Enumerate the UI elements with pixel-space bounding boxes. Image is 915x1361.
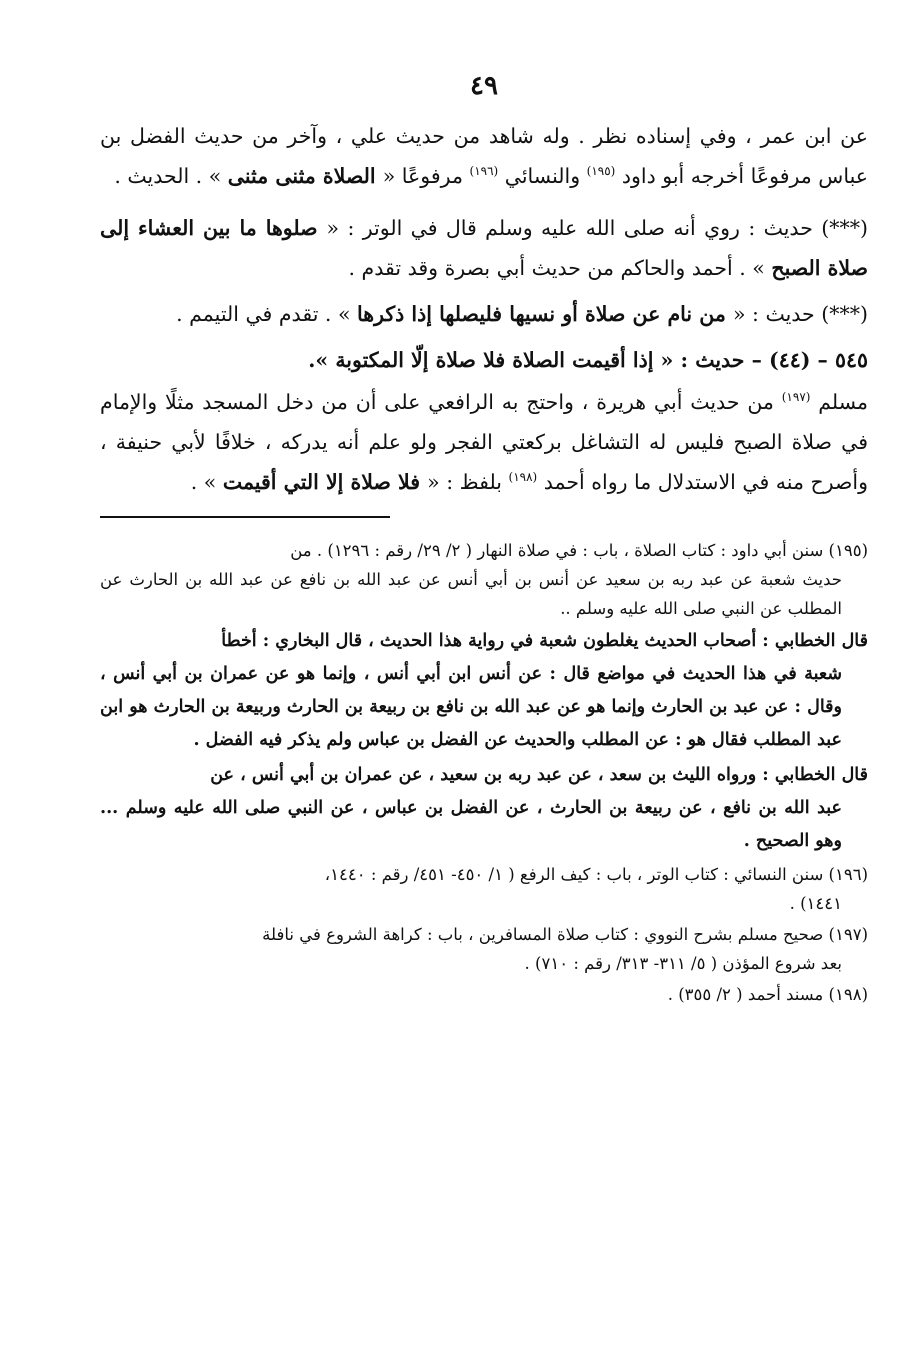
footnote-ref-197[interactable]: (١٩٧) bbox=[781, 390, 811, 405]
book-page bbox=[100, 70, 868, 1320]
text-segment: والنسائي bbox=[504, 164, 581, 188]
footnote-first-line: (١٩٧) صحيح مسلم بشرح النووي : كتاب صلاة المسافرين ، باب : كراهة الشروع في نافلة bbox=[262, 925, 868, 944]
hadith-quote: الصلاة مثنى مثنى bbox=[227, 164, 383, 188]
text-segment: (***) حديث : « bbox=[732, 302, 868, 326]
footnote-ref-196[interactable]: (١٩٦) bbox=[469, 164, 499, 179]
hadith-quote: فلا صلاة إلا التي أقيمت bbox=[222, 470, 428, 494]
footnote-first-line: (١٩٨) مسند أحمد ( ٢/ ٣٥٥) . bbox=[667, 985, 868, 1004]
text-segment: من حديث أبي هريرة ، واحتج به الرافعي على أن من دخل المسجد مثلًا والإمام في صلاة الصبح فليس له التشاغل بركعتي الفجر ولو علم أنه يدركه ، خلافًا لأبي حنيفة ، وأصرح منه في الاستدلال ما رواه أحمد bbox=[100, 390, 868, 494]
paragraph-hadith-545-commentary bbox=[100, 382, 868, 502]
footnote-ref-195[interactable]: (١٩٥) bbox=[586, 164, 616, 179]
hadith-quote: من نام عن صلاة أو نسيها فليصلها إذا ذكرها bbox=[357, 302, 733, 326]
footnote-continuation: بعد شروع المؤذن ( ٥/ ٣١١- ٣١٣/ رقم : ٧١٠) . bbox=[524, 954, 842, 973]
footnote-continuation: شعبة في هذا الحديث في مواضع قال : عن أنس ابن أبي أنس ، وإنما هو عن عمران بن أبي أنس ، وقال : عن عبد بن الحارث وإنما هو عن عبد الله بن نافع بن ربيعة بن الحارث وربيعة بن الحارث هو ابن عبد المطلب فقال هو : عن المطلب والحديث عن الفضل بن عباس ولم يذكر فيه الفضل . bbox=[100, 664, 842, 750]
page-number: ٤٩ bbox=[470, 71, 498, 101]
footnote-continuation: عبد الله بن نافع ، عن ربيعة بن الحارث ، عن الفضل بن عباس ، عن النبي صلى الله عليه وسلم ... وهو الصحيح . bbox=[100, 798, 842, 851]
text-segment: » . أحمد والحاكم من حديث أبي بصرة وقد تقدم . bbox=[348, 256, 772, 280]
footnote-197 bbox=[100, 920, 868, 978]
paragraph-hadith-continuation bbox=[100, 116, 868, 196]
footnote-khattabi-2 bbox=[100, 759, 868, 858]
text-segment: » . bbox=[190, 470, 223, 494]
footnote-continuation: ١٤٤١) . bbox=[789, 894, 842, 913]
text-segment: (***) حديث : روي أنه صلى الله عليه وسلم قال في الوتر : « bbox=[326, 216, 868, 240]
footnote-continuation: حديث شعبة عن عبد ربه بن سعيد عن أنس بن أبي أنس عن عبد الله بن نافع عن عبد الله بن الحارث عن المطلب عن النبي صلى الله عليه وسلم .. bbox=[100, 570, 842, 618]
footnote-first-line: قال الخطابي : أصحاب الحديث يغلطون شعبة في رواية هذا الحديث ، قال البخاري : أخطأ bbox=[221, 631, 868, 651]
footnote-khattabi-1 bbox=[100, 625, 868, 757]
text-segment: » . الحديث . bbox=[114, 164, 228, 188]
main-text bbox=[100, 116, 868, 502]
hadith-heading-545 bbox=[100, 340, 868, 380]
text-segment: عن ابن عمر ، وفي إسناده نظر . وله شاهد من حديث علي ، وآخر من حديث الفضل بن عباس مرفوعًا أخرجه أبو داود bbox=[100, 124, 868, 188]
footnote-198 bbox=[100, 980, 868, 1009]
footnote-ref-198[interactable]: (١٩٨) bbox=[508, 470, 538, 485]
footnote-196 bbox=[100, 860, 868, 918]
footnote-divider bbox=[100, 516, 390, 518]
footnote-first-line: (١٩٦) سنن النسائي : كتاب الوتر ، باب : كيف الرفع ( ١/ ٤٥٠- ٤٥١/ رقم : ١٤٤٠، bbox=[324, 865, 868, 884]
hadith-heading: ٥٤٥ – (٤٤) – حديث : « إذا أقيمت الصلاة فلا صلاة إلّا المكتوبة ». bbox=[308, 348, 868, 372]
paragraph-hadith-forgotten-prayer bbox=[100, 294, 868, 334]
footnote-first-line: قال الخطابي : ورواه الليث بن سعد ، عن عبد ربه بن سعيد ، عن عمران بن أبي أنس ، عن bbox=[210, 765, 868, 785]
text-segment: مرفوعًا « bbox=[382, 164, 463, 188]
footnote-195 bbox=[100, 536, 868, 623]
text-segment: » . تقدم في التيمم . bbox=[176, 302, 358, 326]
text-segment: مسلم bbox=[818, 390, 868, 414]
paragraph-hadith-witr bbox=[100, 208, 868, 288]
hadith-quote: صلوها ما بين العشاء إلى صلاة الصبح bbox=[100, 216, 868, 280]
footnote-first-line: (١٩٥) سنن أبي داود : كتاب الصلاة ، باب : في صلاة النهار ( ٢/ ٢٩/ رقم : ١٢٩٦) . من bbox=[290, 541, 868, 560]
footnotes bbox=[100, 536, 868, 1009]
text-segment: بلفظ : « bbox=[427, 470, 502, 494]
